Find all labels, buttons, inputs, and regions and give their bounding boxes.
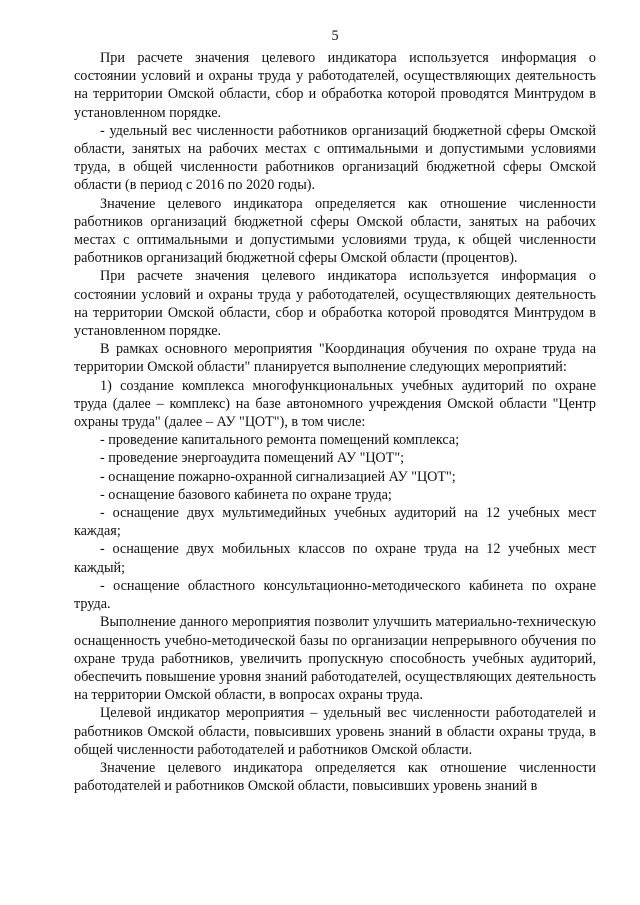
list-item-energy-audit: - проведение энергоаудита помещений АУ "ЦОТ";: [100, 450, 405, 467]
paragraph-info-source-1: При расчете значения целевого индикатора используется информация о состоянии условий и охраны труда у работодателей, осуществляющих деятельность на территории Омской области, сбор и обработка которой проводятся Минтрудом в установленном порядке.: [74, 50, 596, 121]
paragraph-info-source-2: При расчете значения целевого индикатора используется информация о состоянии условий и охраны труда у работодателей, осуществляющих деятельность на территории Омской области, сбор и обработка которой проводятся Минтрудом в установленном порядке.: [74, 268, 596, 340]
list-item-create-complex: 1) создание комплекса многофункциональных учебных аудиторий по охране труда (далее – комплекс) на базе автономного учреждения Омской области "Центр охраны труда" (далее – АУ "ЦОТ"), в том числе:: [74, 377, 596, 431]
paragraph-indicator-definition-1: Значение целевого индикатора определяется как отношение численности работников организаций бюджетной сферы Омской области, занятых на рабочих местах с оптимальными и допустимыми условиями труда, к общей численности работников организаций бюджетной сферы Омской области (процентов).: [74, 195, 596, 267]
paragraph-main-activity: В рамках основного мероприятия "Координация обучения по охране труда на территории Омской области" планируется выполнение следующих мероприятий:: [74, 341, 596, 376]
list-item-capital-repair: - проведение капитального ремонта помещений комплекса;: [100, 432, 460, 449]
paragraph-activity-effect: Выполнение данного мероприятия позволит улучшить материально-техническую оснащенность учебно-методической базы по организации непрерывного обучения по охране труда работников, увеличить пропускную способность учебных аудиторий, обеспечить повышение уровня знаний работодателей, осуществляющих деятельность на территории Омской области, в вопросах охраны труда.: [74, 614, 596, 704]
list-item-consulting-cabinet: - оснащение областного консультационно-методического кабинета по охране труда.: [74, 577, 596, 613]
paragraph-indicator-definition-2: Значение целевого индикатора определяется как отношение численности работодателей и работников Омской области, повысивших уровень знаний в: [74, 759, 596, 795]
indicator-item-budget-sphere: - удельный вес численности работников организаций бюджетной сферы Омской области, занятых на рабочих местах с оптимальными и допустимыми условиями труда, в общей численности работников организаций бюджетной сферы Омской области (в период с 2016 по 2020 годы).: [74, 122, 596, 194]
page-number: 5: [331, 28, 339, 44]
list-item-fire-alarm: - оснащение пожарно-охранной сигнализацией АУ "ЦОТ";: [100, 468, 456, 485]
list-item-mobile-classes: - оснащение двух мобильных классов по охране труда на 12 учебных мест каждый;: [74, 541, 596, 576]
list-item-multimedia-rooms: - оснащение двух мультимедийных учебных аудиторий на 12 учебных мест каждая;: [74, 505, 596, 540]
list-item-base-cabinet: - оснащение базового кабинета по охране труда;: [100, 486, 392, 503]
paragraph-target-indicator: Целевой индикатор мероприятия – удельный вес численности работодателей и работников Омской области, повысивших уровень знаний в области охраны труда, в общей численности работодателей и работников Омской области.: [74, 705, 596, 758]
